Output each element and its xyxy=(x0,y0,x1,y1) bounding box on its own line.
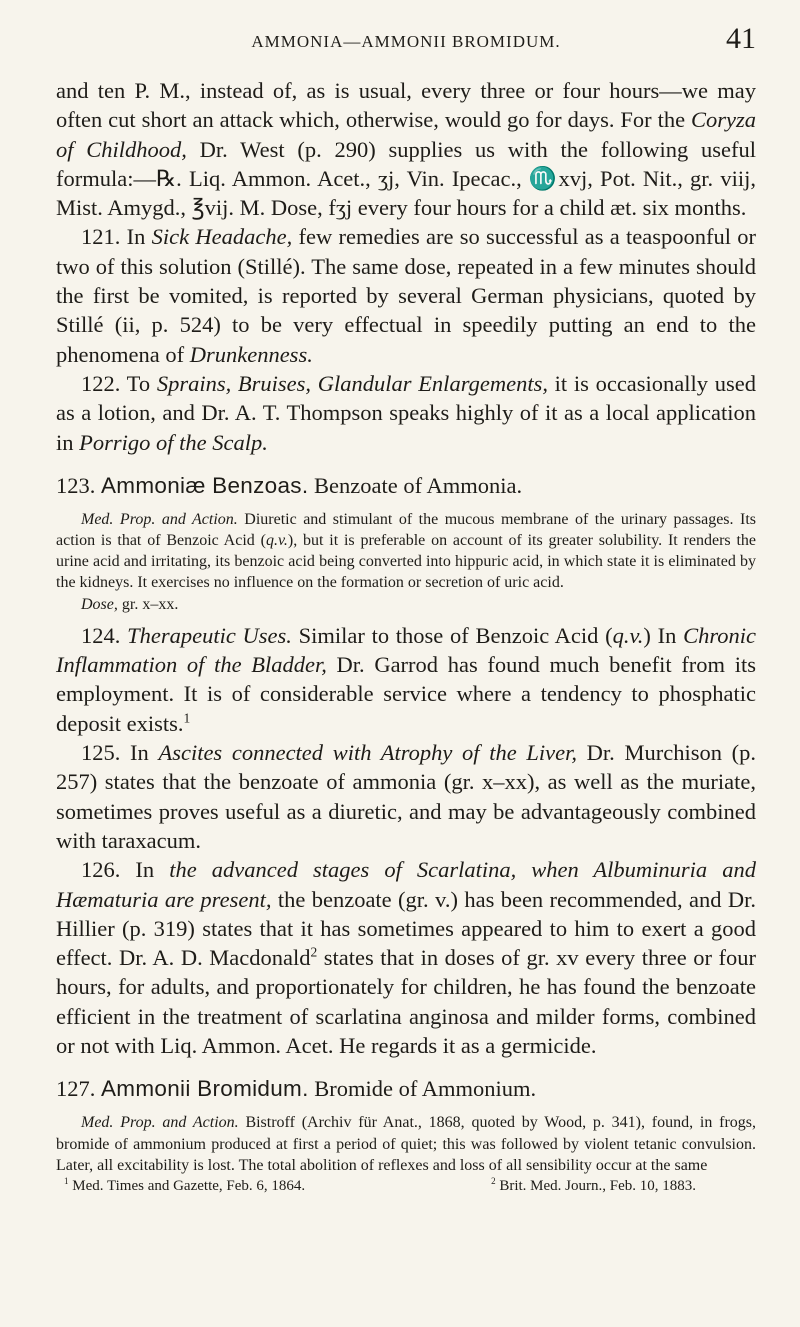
section-title: Ammonii Bromidum. xyxy=(101,1076,309,1102)
paragraph-125: 125. In Ascites connected with Atrophy of the Liver, Dr. Murchison (p. 257) states that the benzoate of ammonia (gr. x–xx), as well as the muriate, sometimes proves useful as a diuretic, and may be advantageously combined with taraxacum. xyxy=(56,740,756,853)
dose-123: Dose, gr. x–xx. xyxy=(81,595,179,613)
paragraph-continuation: and ten P. M., instead of, as is usual, every three or four hours—we may often cut short an attack which, otherwise, would go for days. For the Coryza of Childhood, Dr. West (p. 290) supplies us with the following useful formula:—℞. Liq. Ammon. Acet., ʒj, Vin. Ipecac., ♏xvj, Pot. Nit., gr. viij, Mist. Amygd., ℥vij. M. Dose, fʒj every four hours for a child æt. six months. xyxy=(56,78,756,221)
page-number: 41 xyxy=(726,22,756,55)
footnotes xyxy=(56,1176,756,1196)
footnote-ref: 2 xyxy=(310,944,318,960)
running-head: AMMONIA—AMMONII BROMIDUM. xyxy=(251,32,561,51)
section-heading-127: 127. Ammonii Bromidum. Bromide of Ammonium. xyxy=(56,1076,537,1102)
page-header xyxy=(56,22,756,76)
section-subtitle: Benzoate of Ammonia. xyxy=(314,472,523,498)
footnote-ref: 1 xyxy=(183,710,191,726)
paragraph-124: 124. Therapeutic Uses. Similar to those of Benzoic Acid (q.v.) In Chronic Inflammation of the Bladder, Dr. Garrod has found much benefit from its employment. It is of considerable service where a tendency to phosphatic deposit exists.$^1$ xyxy=(56,622,756,736)
footnote-1: $^1$ Med. Times and Gazette, Feb. 6, 1864. xyxy=(64,1175,306,1194)
footnote-2: $^2$ Brit. Med. Journ., Feb. 10, 1883. xyxy=(491,1175,696,1194)
med-prop-127: Med. Prop. and Action. Bistroff (Archiv für Anat., 1868, quoted by Wood, p. 341), found, in frogs, bromide of ammonium produced at first a period of quiet; this was followed by violent tetanic convulsion. Later, all excitability is lost. The total abolition of reflexes and loss of all sensibility occur at the same xyxy=(56,1114,756,1174)
section-subtitle: Bromide of Ammonium. xyxy=(314,1076,537,1102)
section-title: Ammoniæ Benzoas. xyxy=(101,472,309,498)
paragraph-122: 122. To Sprains, Bruises, Glandular Enlargements, it is occasionally used as a lotion, and Dr. A. T. Thompson speaks highly of it as a local application in Porrigo of the Scalp. xyxy=(56,370,756,455)
med-prop-123: Med. Prop. and Action. Diuretic and stimulant of the mucous membrane of the urinary passages. Its action is that of Benzoic Acid (q.v.), but it is preferable on account of its greater solubility. It renders the urine acid and irritating, its benzoic acid being converted into hippuric acid, in which state it is eliminated by the kidneys. It exercises no influence on the formation or secretion of uric acid. xyxy=(56,510,757,592)
paragraph-126: 126. In the advanced stages of Scarlatina, when Albuminuria and Hæmaturia are present, the benzoate (gr. v.) has been recommended, and Dr. Hillier (p. 319) states that it has sometimes appeared to him to exert a good effect. Dr. A. D. Macdonald$^2$ states that in doses of gr. xv every three or four hours, for adults, and proportionately for children, he has found the benzoate efficient in the treatment of scarlatina anginosa and milder forms, combined or not with Liq. Ammon. Acet. He regards it as a germicide. xyxy=(56,857,757,1059)
paragraph-121: 121. In Sick Headache, few remedies are so successful as a teaspoonful or two of this solution (Stillé). The same dose, repeated in a few minutes should the first be vomited, is reported by several German physicians, quoted by Stillé (ii, p. 524) to be very effectual in speedily putting an end to the phenomena of Drunkenness. xyxy=(56,224,756,367)
section-heading-123: 123. Ammoniæ Benzoas. Benzoate of Ammonia. xyxy=(56,472,523,498)
